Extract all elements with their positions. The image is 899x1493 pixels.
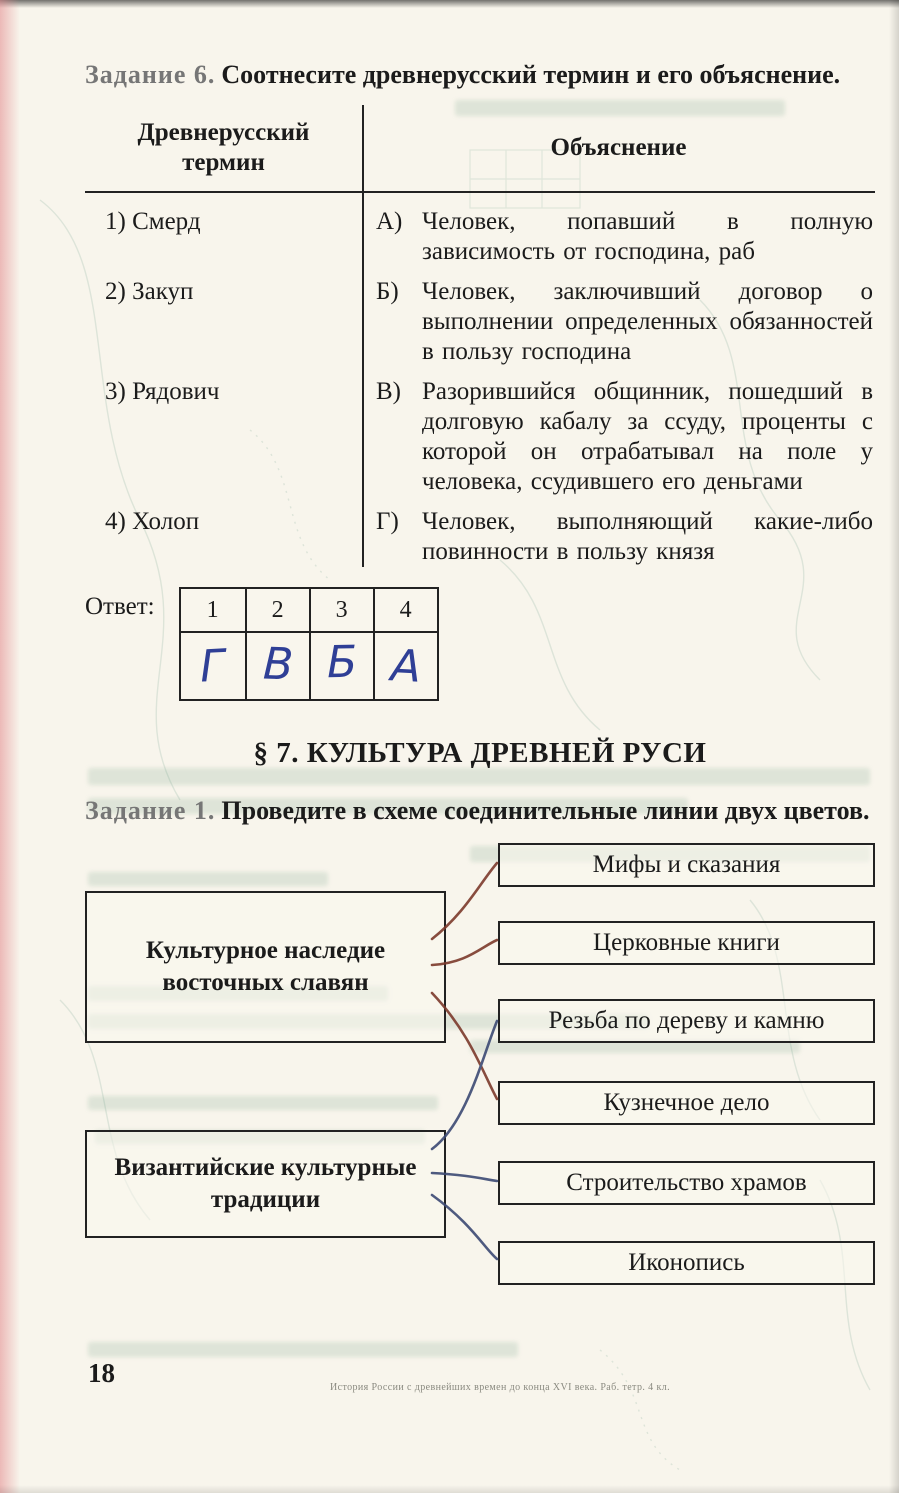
answer-cell-4[interactable] bbox=[373, 631, 437, 699]
culture-scheme-diagram bbox=[85, 843, 875, 1289]
handwritten-answer-4: А bbox=[389, 639, 422, 693]
answer-cell-1[interactable] bbox=[181, 631, 245, 699]
task6-label: Задание 6. bbox=[85, 60, 216, 89]
scan-edge-left bbox=[0, 0, 20, 1493]
page-number: 18 bbox=[88, 1358, 115, 1388]
right-box-church-books[interactable]: Церковные книги bbox=[498, 921, 875, 965]
handwritten-answer-3: Б bbox=[326, 636, 358, 688]
column-header-terms: Древнерусский термин bbox=[137, 119, 310, 177]
answer-header-1: 1 bbox=[206, 596, 219, 623]
print-bleed bbox=[88, 1342, 518, 1357]
definition-letter: В) bbox=[376, 378, 401, 406]
section-title: § 7. КУЛЬТУРА ДРЕВНЕЙ РУСИ bbox=[253, 737, 707, 770]
scan-edge-right bbox=[889, 0, 899, 1493]
definition-b bbox=[362, 277, 875, 367]
answer-header-2: 2 bbox=[245, 589, 309, 631]
matching-table-header bbox=[85, 105, 875, 191]
task1-intro: Проведите в схеме соединительные линии двух цветов. bbox=[221, 796, 870, 826]
page-content bbox=[85, 58, 875, 1289]
answer-table bbox=[179, 587, 439, 701]
scan-edge-bottom bbox=[0, 1485, 899, 1493]
definition-a bbox=[362, 207, 875, 267]
right-box-temple-building[interactable]: Строительство храмов bbox=[498, 1161, 875, 1205]
definition-letter: А) bbox=[376, 208, 403, 236]
table-horizontal-rule bbox=[85, 191, 875, 193]
answer-block bbox=[85, 587, 875, 701]
right-box-myths[interactable]: Мифы и сказания bbox=[498, 843, 875, 887]
term-1: 1) Смерд bbox=[105, 208, 201, 236]
scan-edge-top bbox=[0, 0, 899, 8]
definition-text: Разорившийся общинник, пошедший в долговую кабалу за ссуду, проценты с которой он отрабатывал на поле у человека, ссудившего его деньгами bbox=[422, 378, 873, 496]
definition-text: Человек, попавший в полную зависимость от господина, раб bbox=[422, 208, 873, 266]
matching-table bbox=[85, 105, 875, 567]
answer-cell-2[interactable] bbox=[245, 631, 309, 699]
left-box-slavic-heritage[interactable]: Культурное наследие восточных славян bbox=[85, 891, 446, 1043]
definition-text: Человек, заключивший договор о выполнении определенных обязанностей в пользу господина bbox=[422, 278, 873, 366]
term-4: 4) Холоп bbox=[105, 508, 200, 536]
answer-cell-3[interactable] bbox=[309, 631, 373, 699]
right-box-carving[interactable]: Резьба по дереву и камню bbox=[498, 999, 875, 1043]
answer-header-3: 3 bbox=[309, 589, 373, 631]
task1-label: Задание 1. bbox=[85, 796, 216, 826]
task1-heading bbox=[85, 794, 875, 827]
right-box-iconography[interactable]: Иконопись bbox=[498, 1241, 875, 1285]
definition-v bbox=[362, 377, 875, 497]
footer-imprint: История России с древнейших времен до конца XVI века. Раб. тетр. 4 кл. bbox=[330, 1382, 670, 1393]
table-row bbox=[85, 507, 875, 567]
handwritten-answer-2: В bbox=[261, 638, 294, 691]
definition-text: Человек, выполняющий какие-либо повинности в пользу князя bbox=[422, 508, 873, 566]
definition-g bbox=[362, 507, 875, 567]
table-row bbox=[85, 207, 875, 267]
table-row bbox=[85, 377, 875, 497]
task6-heading bbox=[85, 58, 875, 91]
definition-letter: Б) bbox=[376, 278, 399, 306]
task6-intro: Соотнесите древнерусский термин и его объяснение. bbox=[221, 60, 841, 89]
handwritten-answer-1: Г bbox=[199, 639, 227, 693]
answer-label: Ответ: bbox=[85, 593, 155, 621]
right-box-blacksmithing[interactable]: Кузнечное дело bbox=[498, 1081, 875, 1125]
definition-letter: Г) bbox=[376, 508, 399, 536]
table-vertical-divider bbox=[362, 105, 364, 567]
term-3: 3) Рядович bbox=[105, 378, 220, 406]
answer-header-4: 4 bbox=[373, 589, 437, 631]
table-row bbox=[85, 277, 875, 367]
column-header-definitions: Объяснение bbox=[550, 134, 687, 162]
term-2: 2) Закуп bbox=[105, 278, 194, 306]
left-box-byzantine-traditions[interactable]: Византийские культурные традиции bbox=[85, 1130, 446, 1238]
